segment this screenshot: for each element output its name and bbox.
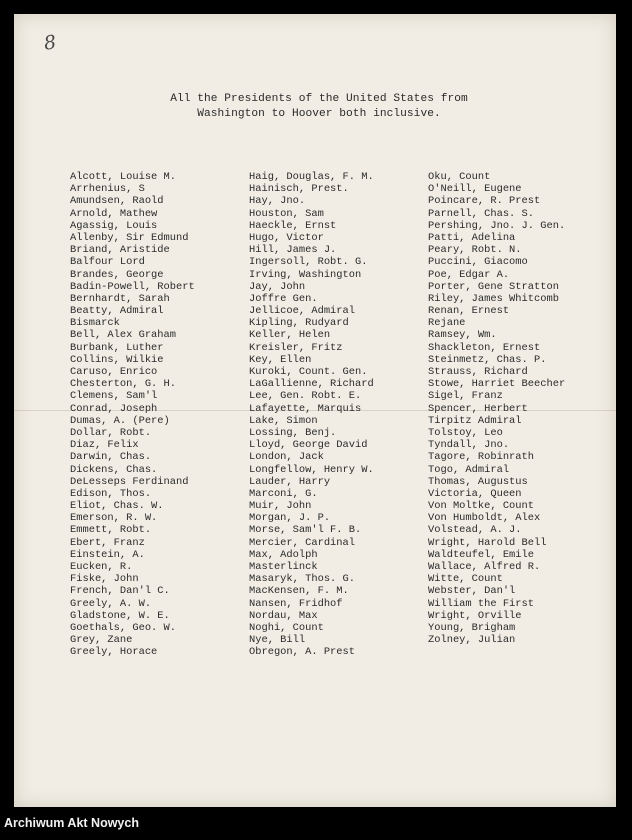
- name-entry: Muir, John: [249, 500, 312, 513]
- name-entry: Darwin, Chas.: [70, 451, 152, 464]
- name-entry: Dickens, Chas.: [70, 463, 158, 476]
- name-entry: LaGallienne, Richard: [249, 378, 374, 391]
- name-entry: Masaryk, Thos. G.: [249, 573, 356, 586]
- name-entry: Riley, James Whitcomb: [428, 292, 559, 305]
- name-entry: Wright, Orville: [428, 609, 522, 622]
- name-entry: Alcott, Louise M.: [70, 171, 177, 183]
- name-column-3: [428, 171, 565, 646]
- name-entry: Amundsen, Raold: [70, 195, 164, 208]
- name-entry: Max, Adolph: [249, 548, 318, 561]
- name-entry: Grey, Zane: [70, 634, 133, 647]
- name-entry: Lee, Gen. Robt. E.: [249, 390, 362, 403]
- name-column-2: [249, 171, 374, 659]
- name-entry: Nye, Bill: [249, 634, 306, 647]
- name-entry: Einstein, A.: [70, 548, 145, 561]
- heading-line-2: Washington to Hoover both inclusive.: [197, 108, 441, 120]
- name-entry: Longfellow, Henry W.: [249, 463, 374, 476]
- name-entry: Goethals, Geo. W.: [70, 621, 177, 634]
- name-entry: Eliot, Chas. W.: [70, 500, 164, 513]
- name-entry: Jay, John: [249, 280, 306, 293]
- name-entry: Togo, Admiral: [428, 463, 510, 476]
- name-entry: Poe, Edgar A.: [428, 268, 510, 281]
- name-entry: Zolney, Julian: [428, 634, 516, 647]
- name-entry: Conrad, Joseph: [70, 402, 158, 415]
- name-entry: Von Moltke, Count: [428, 500, 535, 513]
- page-number: 8: [42, 31, 58, 55]
- name-entry: Ingersoll, Robt. G.: [249, 256, 368, 269]
- name-entry: Balfour Lord: [70, 256, 145, 269]
- name-entry: Oku, Count: [428, 171, 491, 183]
- name-entry: Kuroki, Count. Gen.: [249, 366, 368, 378]
- name-entry: Allenby, Sir Edmund: [70, 231, 189, 244]
- name-entry: Irving, Washington: [249, 268, 362, 281]
- name-entry: Lake, Simon: [249, 414, 318, 427]
- name-entry: Parnell, Chas. S.: [428, 207, 535, 220]
- name-entry: Key, Ellen: [249, 353, 312, 366]
- name-column-1: [70, 171, 195, 659]
- name-entry: Briand, Aristide: [70, 244, 170, 257]
- name-entry: Wallace, Alfred R.: [428, 561, 541, 573]
- name-entry: Obregon, A. Prest: [249, 646, 356, 659]
- name-entry: Hainisch, Prest.: [249, 183, 349, 196]
- name-entry: Von Humboldt, Alex: [428, 512, 541, 525]
- name-entry: Emerson, R. W.: [70, 512, 158, 525]
- name-entry: Lauder, Harry: [249, 475, 331, 488]
- name-entry: Patti, Adelina: [428, 231, 516, 244]
- name-entry: Tirpitz Admiral: [428, 414, 522, 427]
- name-entry: London, Jack: [249, 451, 324, 464]
- name-entry: Bismarck: [70, 317, 120, 330]
- name-entry: Witte, Count: [428, 573, 503, 586]
- document-heading: [164, 92, 474, 122]
- name-entry: Lossing, Benj.: [249, 426, 337, 439]
- name-entry: Edison, Thos.: [70, 487, 152, 500]
- name-entry: Lloyd, George David: [249, 439, 368, 452]
- name-entry: Webster, Dan'l: [428, 585, 516, 598]
- name-entry: Rejane: [428, 317, 466, 330]
- name-entry: Collins, Wilkie: [70, 353, 164, 366]
- name-entry: Dumas, A. (Pere): [70, 414, 170, 427]
- name-entry: Nansen, Fridhof: [249, 597, 343, 610]
- name-entry: Stowe, Harriet Beecher: [428, 378, 566, 391]
- name-entry: Thomas, Augustus: [428, 475, 528, 488]
- archive-watermark: Archiwum Akt Nowych: [4, 816, 139, 830]
- name-entry: Tolstoy, Leo: [428, 426, 503, 439]
- name-entry: Steinmetz, Chas. P.: [428, 353, 547, 366]
- name-entry: Mercier, Cardinal: [249, 536, 356, 549]
- name-entry: Emmett, Robt.: [70, 524, 152, 537]
- name-entry: Greely, A. W.: [70, 597, 152, 610]
- name-entry: Beatty, Admiral: [70, 305, 164, 318]
- name-entry: Volstead, A. J.: [428, 524, 522, 537]
- name-entry: Fiske, John: [70, 573, 139, 586]
- name-entry: Diaz, Felix: [70, 439, 139, 452]
- name-entry: Noghi, Count: [249, 621, 324, 634]
- name-entry: Shackleton, Ernest: [428, 341, 541, 354]
- name-entry: Haeckle, Ernst: [249, 219, 337, 232]
- name-entry: Badin-Powell, Robert: [70, 280, 195, 293]
- name-entry: Victoria, Queen: [428, 487, 522, 500]
- name-entry: Masterlinck: [249, 561, 318, 573]
- name-entry: Bell, Alex Graham: [70, 329, 177, 342]
- name-entry: Haig, Douglas, F. M.: [249, 171, 374, 183]
- name-entry: Brandes, George: [70, 268, 164, 281]
- name-entry: Eucken, R.: [70, 561, 133, 573]
- heading-line-1: All the Presidents of the United States from: [170, 93, 468, 105]
- name-entry: Lafayette, Marquis: [249, 402, 362, 415]
- name-entry: Dollar, Robt.: [70, 426, 152, 439]
- name-entry: Tyndall, Jno.: [428, 439, 510, 452]
- name-entry: William the First: [428, 597, 535, 610]
- name-entry: Arnold, Mathew: [70, 207, 158, 220]
- name-entry: Caruso, Enrico: [70, 366, 158, 378]
- name-entry: MacKensen, F. M.: [249, 585, 349, 598]
- name-entry: Joffre Gen.: [249, 292, 318, 305]
- name-entry: Wright, Harold Bell: [428, 536, 547, 549]
- name-entry: Agassig, Louis: [70, 219, 158, 232]
- name-entry: Arrhenius, S: [70, 183, 145, 196]
- name-entry: Ramsey, Wm.: [428, 329, 497, 342]
- name-entry: Strauss, Richard: [428, 366, 528, 378]
- name-entry: Houston, Sam: [249, 207, 324, 220]
- name-entry: Hugo, Victor: [249, 231, 324, 244]
- name-entry: Hill, James J.: [249, 244, 337, 257]
- name-entry: Kreisler, Fritz: [249, 341, 343, 354]
- name-entry: Keller, Helen: [249, 329, 331, 342]
- name-entry: Nordau, Max: [249, 609, 318, 622]
- name-entry: Peary, Robt. N.: [428, 244, 522, 257]
- name-entry: Spencer, Herbert: [428, 402, 528, 415]
- document-page: [14, 14, 616, 807]
- name-entry: Marconi, G.: [249, 487, 318, 500]
- name-entry: Kipling, Rudyard: [249, 317, 349, 330]
- name-entry: Chesterton, G. H.: [70, 378, 177, 391]
- name-entry: Sigel, Franz: [428, 390, 503, 403]
- name-entry: Greely, Horace: [70, 646, 158, 659]
- name-entry: Gladstone, W. E.: [70, 609, 170, 622]
- name-entry: Puccini, Giacomo: [428, 256, 528, 269]
- name-entry: Porter, Gene Stratton: [428, 280, 559, 293]
- name-entry: Jellicoe, Admiral: [249, 305, 356, 318]
- name-entry: DeLesseps Ferdinand: [70, 475, 189, 488]
- name-entry: Ebert, Franz: [70, 536, 145, 549]
- name-entry: Morse, Sam'l F. B.: [249, 524, 362, 537]
- name-entry: Clemens, Sam'l: [70, 390, 158, 403]
- name-entry: O'Neill, Eugene: [428, 183, 522, 196]
- name-entry: Tagore, Robinrath: [428, 451, 535, 464]
- name-entry: Young, Brigham: [428, 621, 516, 634]
- name-entry: Pershing, Jno. J. Gen.: [428, 219, 566, 232]
- name-entry: Burbank, Luther: [70, 341, 164, 354]
- name-entry: Morgan, J. P.: [249, 512, 331, 525]
- name-entry: Bernhardt, Sarah: [70, 292, 170, 305]
- name-entry: French, Dan'l C.: [70, 585, 170, 598]
- name-entry: Renan, Ernest: [428, 305, 510, 318]
- name-entry: Waldteufel, Emile: [428, 548, 535, 561]
- name-entry: Poincare, R. Prest: [428, 195, 541, 208]
- name-entry: Hay, Jno.: [249, 195, 306, 208]
